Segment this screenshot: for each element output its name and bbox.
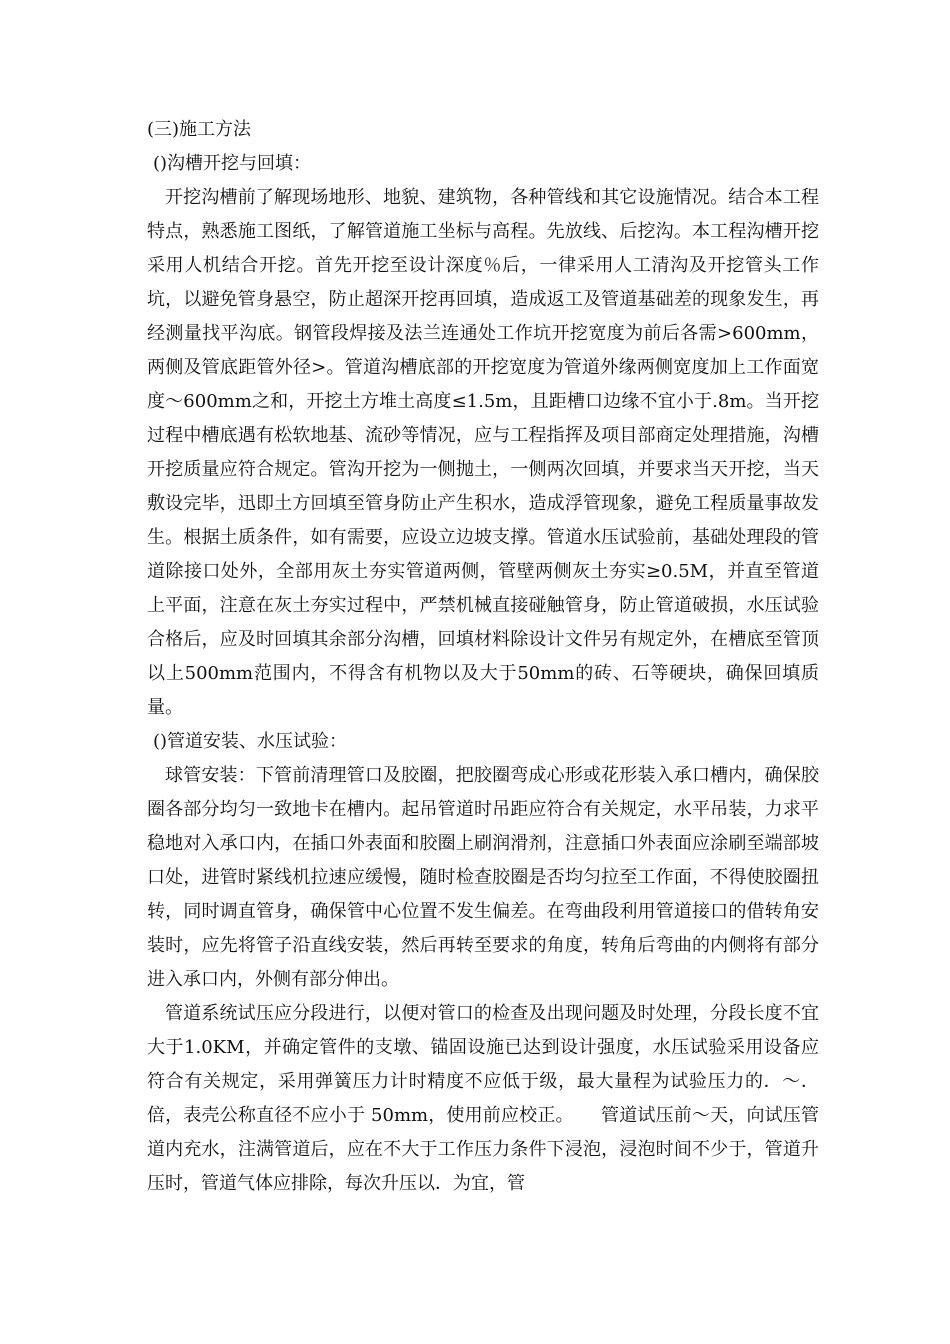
paragraph-trench-excavation: 开挖沟槽前了解现场地形、地貌、建筑物，各种管线和其它设施情况。结合本工程特点，熟悉施工图纸，了解管道施工坐标与高程。先放线、后挖沟。本工程沟槽开挖采用人机结合开挖。首先开挖至设计深度％后，一律采用人工清沟及开挖管头工作坑，以避免管身悬空，防止超深开挖再回填，造成返工及管道基础差的现象发生，再经测量找平沟底。钢管段焊接及法兰连通处工作坑开挖宽度为前后各需>600mm，两侧及管底距管外径>。管道沟槽底部的开挖宽度为管道外缘两侧宽度加上工作面宽度～600mm之和，开挖土方堆土高度≤1.5m，且距槽口边缘不宜小于.8m。当开挖过程中槽底遇有松软地基、流砂等情况，应与工程指挥及项目部商定处理措施，沟槽开挖质量应符合规定。管沟开挖为一侧抛土，一侧两次回填，并要求当天开挖，当天敷设完毕，迅即土方回填至管身防止产生积水，造成浮管现象，避免工程质量事故发生。根据土质条件，如有需要，应设立边坡支撑。管道水压试验前，基础处理段的管道除接口处外，全部用灰土夯实管道两侧，管壁两侧灰土夯实≥0.5M，并直至管道上平面，注意在灰土夯实过程中，严禁机械直接碰触管身，防止管道破损，水压试验合格后，应及时回填其余部分沟槽，回填材料除设计文件另有规定外，在槽底至管顶以上500mm范围内，不得含有机物以及大于50mm的砖、石等硬块，确保回填质量。 (147, 187, 819, 718)
paragraph-pipe-installation: 球管安装：下管前清理管口及胶圈，把胶圈弯成心形或花形装入承口槽内，确保胶圈各部分均匀一致地卡在槽内。起吊管道时吊距应符合有关规定，水平吊装，力求平稳地对入承口内，在插口外表面和胶圈上刷润滑剂，注意插口外表面应涂刷至端部坡口处，进管时紧线机拉速应缓慢，随时检查胶圈是否均匀拉至工作面，不得使胶圈扭转，同时调直管身，确保管中心位置不发生偏差。在弯曲段利用管道接口的借转角安装时，应先将管子沿直线安装，然后再转至要求的角度，转角后弯曲的内侧将有部分进入承口内，外侧有部分伸出。 (147, 765, 819, 990)
document-body (147, 113, 819, 1201)
subsection-heading-trench: ()沟槽开挖与回填： (153, 153, 312, 174)
subsection-heading-pipe-install: ()管道安装、水压试验： (153, 731, 348, 752)
section-heading: (三)施工方法 (147, 119, 252, 140)
paragraph-pressure-test: 管道系统试压应分段进行，以便对管口的检查及出现问题及时处理，分段长度不宜大于1.0KM，并确定管件的支墩、锚固设施已达到设计强度，水压试验采用设备应符合有关规定，采用弹簧压力计时精度不应低于级，最大量程为试验压力的．～．倍，表壳公称直径不应小于 50mm，使用前应校正。 管道试压前～天，向试压管道内充水，注满管道后，应在不大于工作压力条件下浸泡，浸泡时间不少于，管道升压时，管道气体应排除，每次升压以．为宜，管 (147, 1003, 819, 1194)
